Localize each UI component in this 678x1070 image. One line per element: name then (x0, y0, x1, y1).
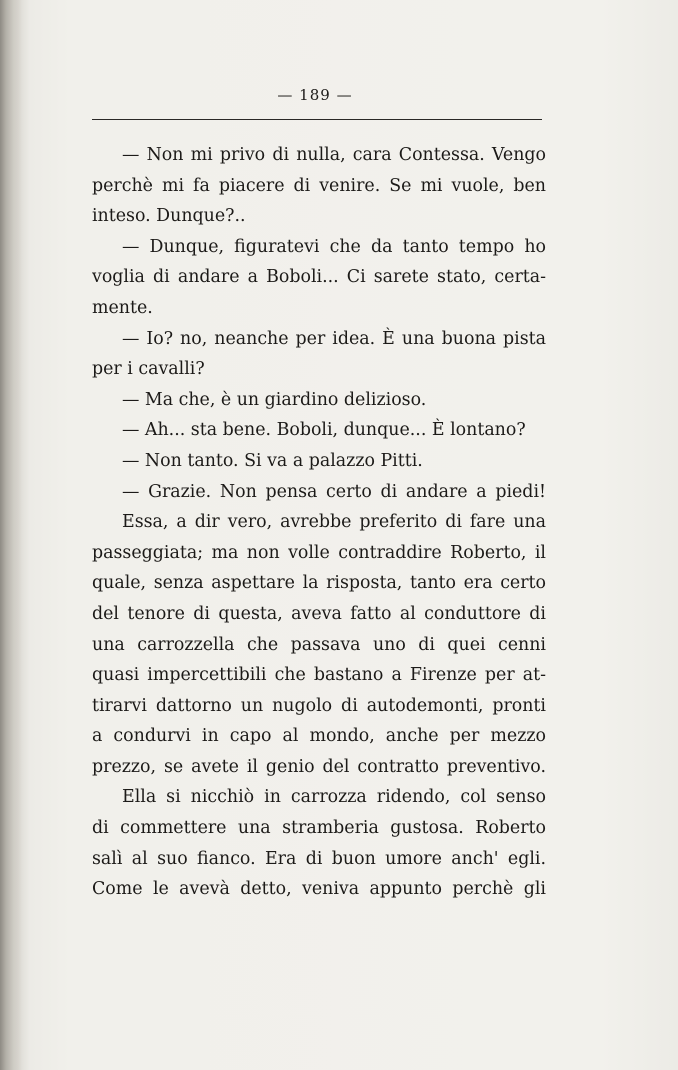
text-line: — Non tanto. Si va a palazzo Pitti. (122, 450, 423, 471)
text-line: — Dunque, figuratevi che da tanto tempo ho (122, 236, 546, 257)
text-line: per i cavalli? (92, 359, 205, 380)
text-line: a condurvi in capo al mondo, anche per mezzo (92, 726, 546, 747)
text-line: — Non mi privo di nulla, cara Contessa. Vengo (122, 145, 546, 165)
text-line: Ella si nicchiò in carrozza ridendo, col senso (122, 787, 546, 808)
body-text (92, 140, 546, 905)
text-line: perchè mi fa piacere di venire. Se mi vuole, ben (92, 175, 546, 196)
text-line: tirarvi dattorno un nugolo di autodemonti, pronti (92, 695, 546, 716)
book-spine-edge (0, 0, 22, 1070)
text-line: inteso. Dunque?.. (92, 206, 246, 227)
text-line: — Ah... sta bene. Boboli, dunque... È lontano? (122, 420, 526, 441)
page-number: — 189 — (277, 86, 353, 104)
text-line: Come le avevà detto, veniva appunto perchè gli (92, 879, 546, 900)
text-line: passeggiata; ma non volle contraddire Roberto, il (92, 542, 546, 563)
text-line: voglia di andare a Boboli... Ci sarete stato, certa- (92, 267, 546, 288)
text-line: una carrozzella che passava uno di quei cenni (92, 634, 546, 655)
text-line: — Io? no, neanche per idea. È una buona pista (122, 328, 546, 349)
text-line: salì al suo fianco. Era di buon umore anch' egli. (92, 848, 546, 869)
text-line: quasi impercettibili che bastano a Firenze per at- (92, 665, 546, 686)
text-line: mente. (92, 297, 153, 318)
header-rule (92, 119, 542, 120)
text-line: di commettere una stramberia gustosa. Roberto (92, 818, 546, 839)
text-line: quale, senza aspettare la risposta, tanto era certo (92, 573, 546, 594)
text-line: del tenore di questa, aveva fatto al conduttore di (92, 603, 546, 624)
text-line: — Grazie. Non pensa certo di andare a piedi! (122, 481, 546, 502)
text-line: prezzo, se avete il genio del contratto preventivo. (92, 756, 546, 777)
text-line: Essa, a dir vero, avrebbe preferito di fare una (122, 512, 546, 533)
text-line: — Ma che, è un giardino delizioso. (122, 389, 427, 410)
